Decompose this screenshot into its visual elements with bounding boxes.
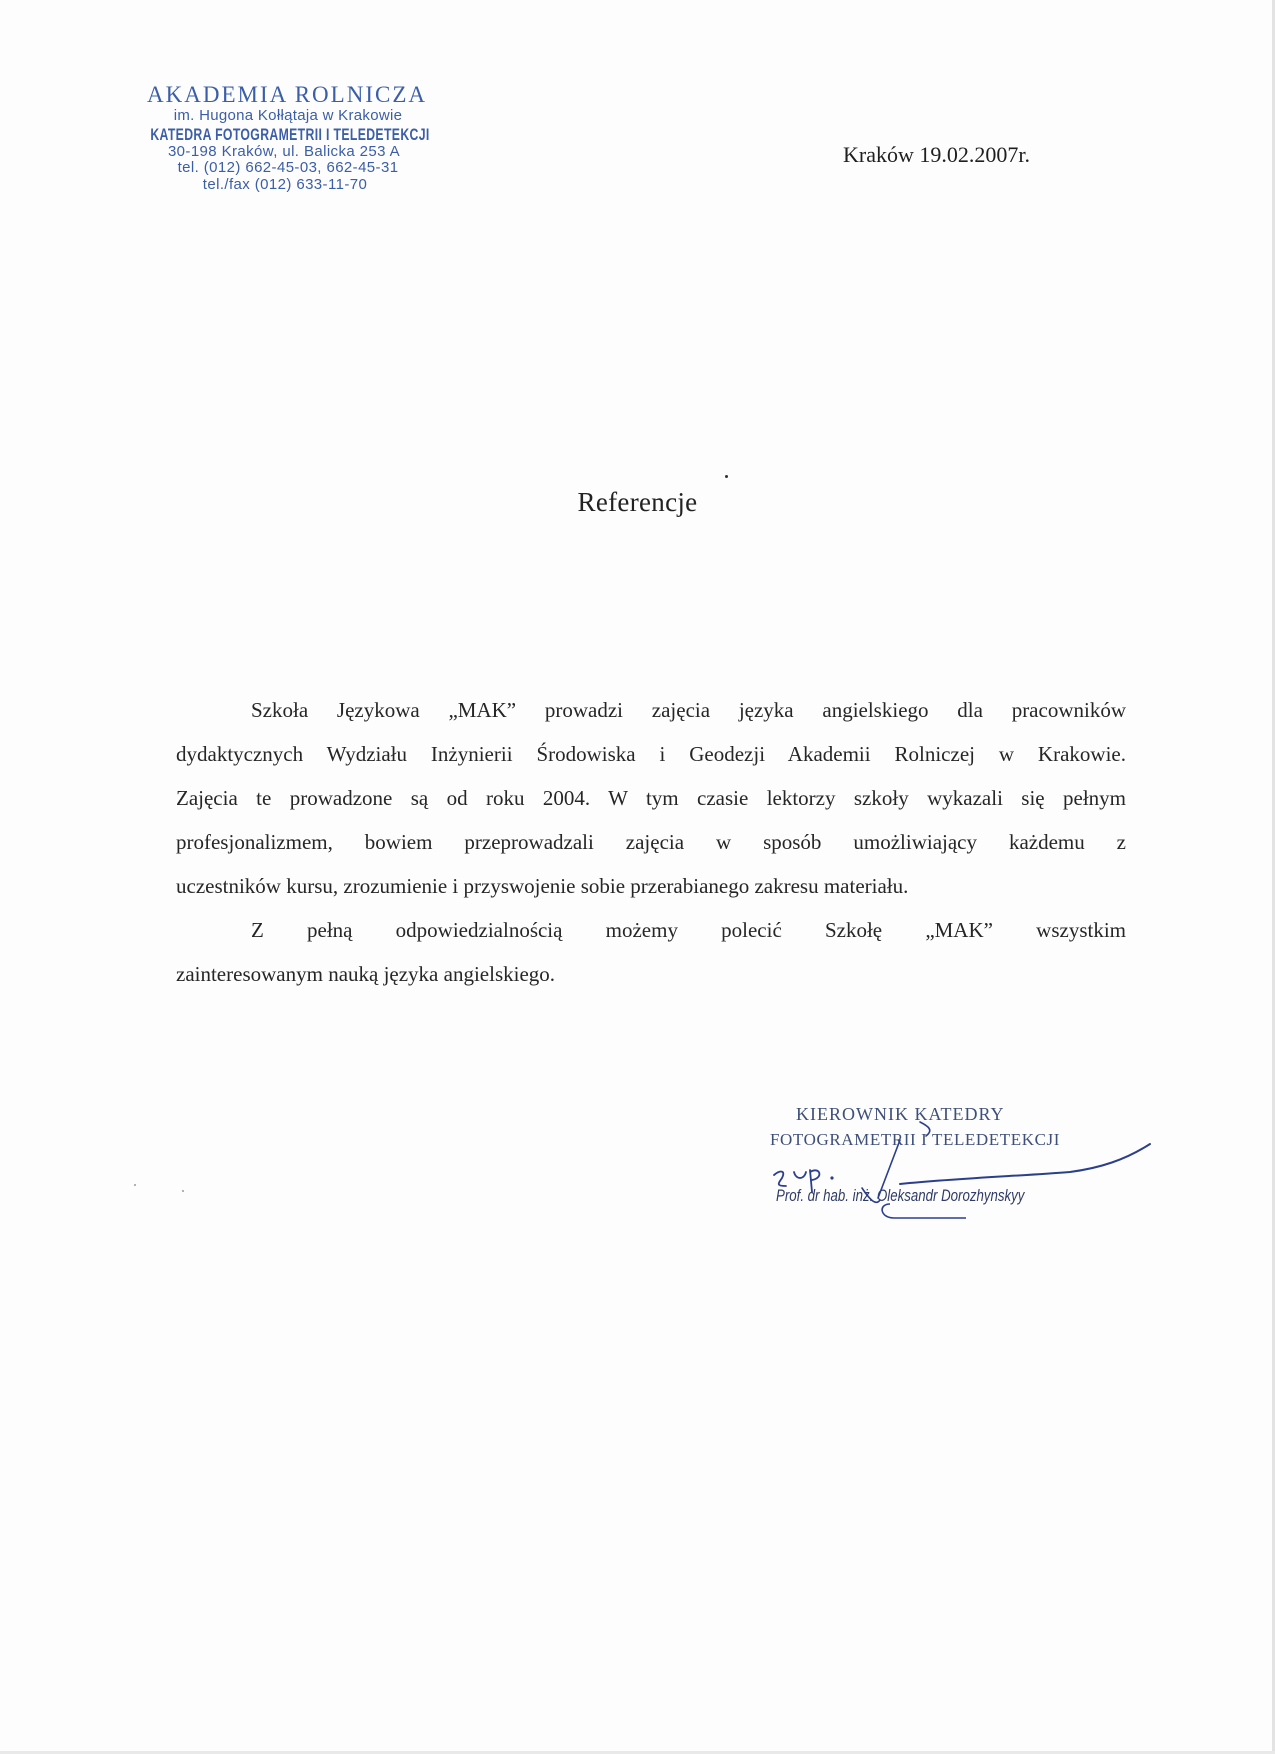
document-title-text: Referencje — [577, 487, 698, 517]
document-title — [0, 487, 1275, 518]
body-paragraph-1 — [176, 688, 1126, 908]
scan-speck — [134, 1184, 136, 1186]
letterhead-department: KATEDRA FOTOGRAMETRII I TELEDETEKCJI — [150, 124, 430, 144]
letterhead-address: 30-198 Kraków, ul. Balicka 253 A — [167, 142, 401, 160]
signature-position-line-2: FOTOGRAMETRII I TELEDETEKCJI — [770, 1130, 1061, 1149]
body-line: Zajęcia te prowadzone są od roku 2004. W tym czasie lektorzy szkoły wykazali się pełnym — [176, 786, 1126, 810]
body-paragraph-2 — [176, 908, 1126, 996]
document-date: Kraków 19.02.2007r. — [843, 142, 1030, 167]
letterhead-stamp — [130, 82, 450, 194]
letterhead-fax: tel./fax (012) 633-11-70 — [202, 176, 368, 194]
document-body — [176, 688, 1126, 996]
letterhead-institution: AKADEMIA ROLNICZA — [147, 82, 427, 107]
signature-position-line-1: KIEROWNIK KATEDRY — [796, 1104, 1005, 1124]
body-line: Z pełną odpowiedzialnością możemy polecić Szkołę „MAK” wszystkim — [251, 918, 1126, 942]
scan-speck — [725, 475, 728, 478]
handwritten-signature — [750, 1120, 1170, 1230]
body-line: profesjonalizmem, bowiem przeprowadzali zajęcia w sposób umożliwiający każdemu z — [176, 830, 1126, 854]
body-line: uczestników kursu, zrozumienie i przyswojenie sobie przerabianego zakresu materiału. — [176, 874, 909, 898]
scan-speck — [182, 1190, 184, 1192]
signature-name: Prof. dr hab. inż. Oleksandr Dorozhynskyy — [776, 1186, 1025, 1205]
body-line: dydaktycznych Wydziału Inżynierii Środowiska i Geodezji Akademii Rolniczej w Krakowie. — [176, 742, 1126, 766]
letterhead-phone: tel. (012) 662-45-03, 662-45-31 — [177, 159, 399, 177]
body-line: Szkoła Językowa „MAK” prowadzi zajęcia języka angielskiego dla pracowników — [251, 698, 1126, 722]
body-line: zainteresowanym nauką języka angielskiego. — [176, 962, 556, 986]
letterhead-patron: im. Hugona Kołłątaja w Krakowie — [173, 106, 403, 124]
